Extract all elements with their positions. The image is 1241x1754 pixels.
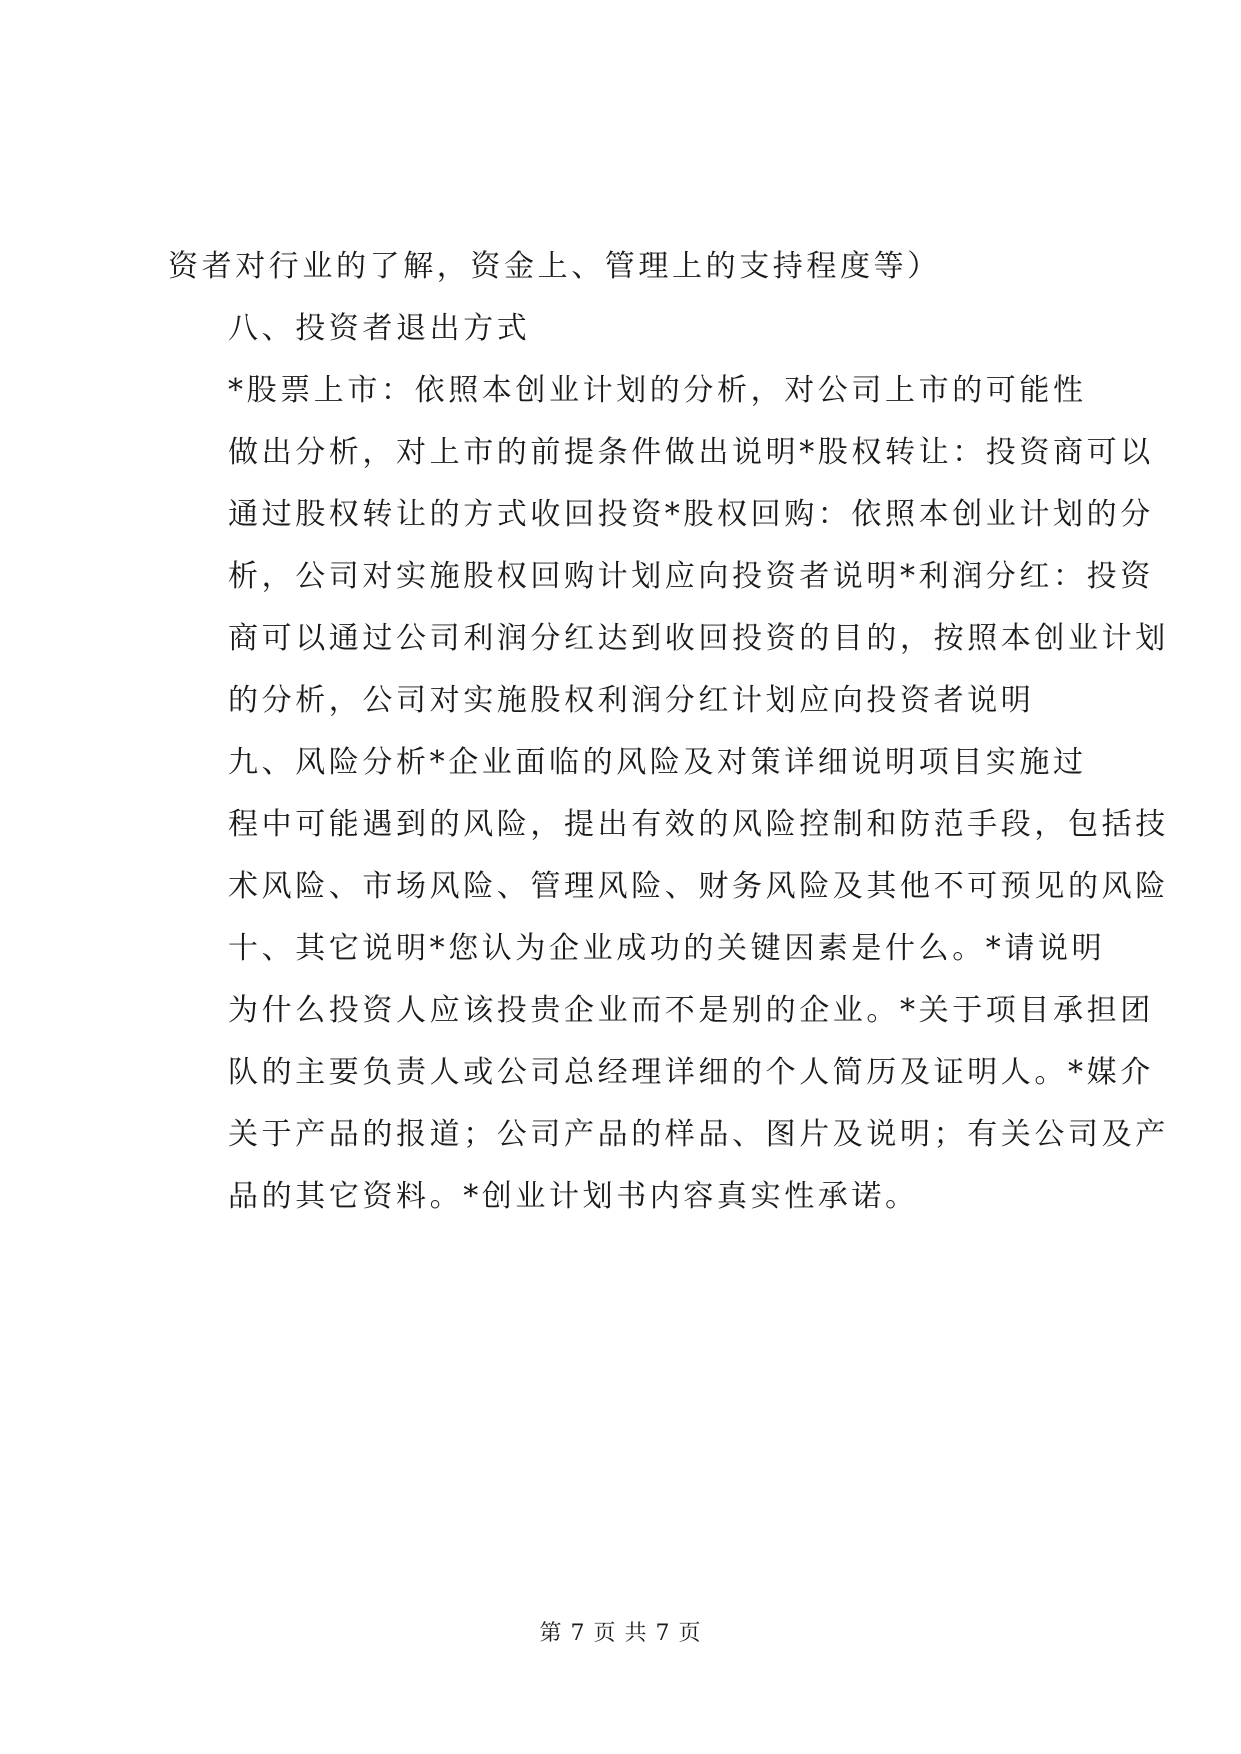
text-line: 八、投资者退出方式 (228, 311, 531, 346)
text-line: 品的其它资料。*创业计划书内容真实性承诺。 (228, 1179, 919, 1214)
paragraph-other-notes (168, 918, 1169, 1228)
text-line: 队的主要负责人或公司总经理详细的个人简历及证明人。*媒介 (228, 1055, 1154, 1090)
text-line: 资者对行业的了解，资金上、管理上的支持程度等） (168, 249, 941, 284)
text-line: 商可以通过公司利润分红达到收回投资的目的，按照本创业计划 (228, 621, 1169, 656)
paragraph-risk-analysis (168, 732, 1169, 918)
text-line: 通过股权转让的方式收回投资*股权回购：依照本创业计划的分 (228, 497, 1154, 532)
page-number-footer: 第 7 页 共 7 页 (539, 1621, 702, 1646)
text-line: 的分析，公司对实施股权利润分红计划应向投资者说明 (228, 683, 1035, 718)
paragraph-continuation (168, 236, 1088, 298)
text-line: 为什么投资人应该投贵企业而不是别的企业。*关于项目承担团 (228, 993, 1154, 1028)
paragraph-exit-methods (168, 360, 1169, 732)
text-line: 九、风险分析*企业面临的风险及对策详细说明项目实施过 (228, 745, 1087, 780)
text-line: *股票上市：依照本创业计划的分析，对公司上市的可能性 (228, 373, 1087, 408)
text-line: 做出分析，对上市的前提条件做出说明*股权转让：投资商可以 (228, 435, 1154, 470)
text-line: 程中可能遇到的风险，提出有效的风险控制和防范手段，包括技 (228, 807, 1169, 842)
text-line: 析，公司对实施股权回购计划应向投资者说明*利润分红：投资 (228, 559, 1154, 594)
text-line: 十、其它说明*您认为企业成功的关键因素是什么。*请说明 (228, 931, 1106, 966)
text-line: 术风险、市场风险、管理风险、财务风险及其他不可预见的风险 (228, 869, 1169, 904)
text-line: 关于产品的报道；公司产品的样品、图片及说明；有关公司及产 (228, 1117, 1169, 1152)
heading-investor-exit (168, 298, 1088, 360)
document-body (168, 236, 1169, 1228)
